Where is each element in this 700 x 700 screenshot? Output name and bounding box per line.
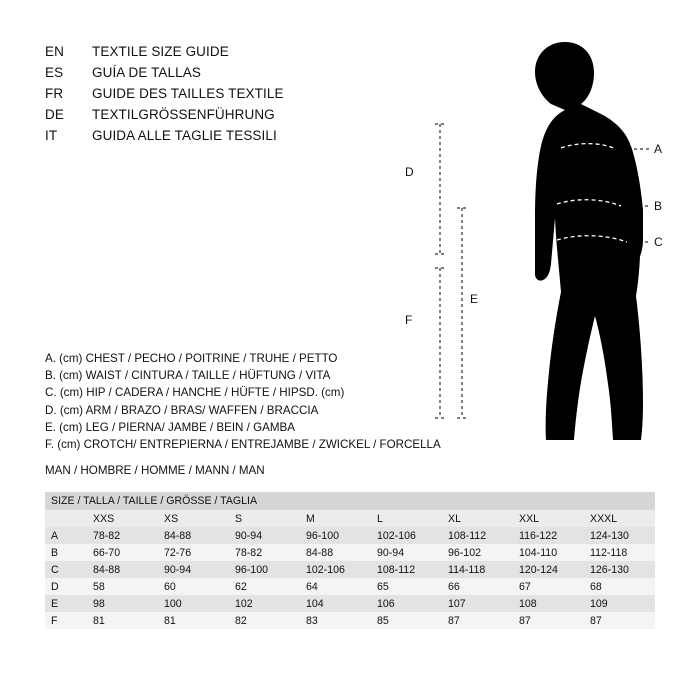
cell-f-xl: 87 <box>448 614 460 627</box>
cell-b-xxs: 66-70 <box>93 546 121 559</box>
table-row <box>45 612 655 629</box>
cell-e-l: 106 <box>377 597 395 610</box>
header-xxxl: XXXL <box>590 512 618 525</box>
cell-b-m: 84-88 <box>306 546 334 559</box>
cell-c-xxs: 84-88 <box>93 563 121 576</box>
title-lang-es: ES <box>45 65 64 80</box>
header-s: S <box>235 512 243 525</box>
title-lang-de: DE <box>45 107 64 122</box>
title-lang-en: EN <box>45 44 64 59</box>
dimension-label-e: E <box>470 292 479 306</box>
cell-c-l: 108-112 <box>377 563 416 576</box>
cell-a-xxxl: 124-130 <box>590 529 629 542</box>
cell-e-s: 102 <box>235 597 253 610</box>
table-row <box>45 544 655 561</box>
title-text-it: GUIDA ALLE TAGLIE TESSILI <box>92 128 277 143</box>
cell-b-xs: 72-76 <box>164 546 192 559</box>
cell-a-xl: 108-112 <box>448 529 487 542</box>
legend-item-d: D. (cm) ARM / BRAZO / BRAS/ WAFFEN / BRACCIA <box>45 403 319 417</box>
gender-note: MAN / HOMBRE / HOMME / MANN / MAN <box>45 464 265 477</box>
title-lang-it: IT <box>45 128 58 143</box>
cell-f-xxl: 87 <box>519 614 531 627</box>
legend-item-c: C. (cm) HIP / CADERA / HANCHE / HÜFTE / HIPSD. (cm) <box>45 386 345 400</box>
row-label-e: E <box>51 597 59 610</box>
dimension-label-f: F <box>405 313 413 327</box>
cell-b-s: 78-82 <box>235 546 263 559</box>
size-table-wrap <box>45 492 655 629</box>
header-xxl: XXL <box>519 512 540 525</box>
header-xs: XS <box>164 512 179 525</box>
title-lang-fr: FR <box>45 86 64 101</box>
table-row <box>45 561 655 578</box>
cell-e-xl: 107 <box>448 597 466 610</box>
dimension-label-d: D <box>405 165 414 179</box>
table-row <box>45 527 655 544</box>
title-text-en: TEXTILE SIZE GUIDE <box>92 44 229 59</box>
title-row <box>45 86 375 107</box>
cell-f-m: 83 <box>306 614 318 627</box>
cell-d-m: 64 <box>306 580 318 593</box>
cell-c-xl: 114-118 <box>448 563 486 576</box>
cell-a-xxl: 116-122 <box>519 529 558 542</box>
header-m: M <box>306 512 315 525</box>
cell-e-xxl: 108 <box>519 597 537 610</box>
header-corner <box>45 510 87 527</box>
title-row <box>45 107 375 128</box>
table-column-header-row <box>45 510 655 527</box>
cell-a-xxs: 78-82 <box>93 529 121 542</box>
callout-label-a: A <box>654 142 663 156</box>
size-table <box>45 492 655 629</box>
legend-block <box>45 350 475 453</box>
title-text-de: TEXTILGRÖSSENFÜHRUNG <box>92 107 275 122</box>
cell-c-m: 102-106 <box>306 563 345 576</box>
table-head-row <box>45 492 655 510</box>
row-label-b: B <box>51 546 59 559</box>
cell-a-xs: 84-88 <box>164 529 192 542</box>
table-row <box>45 578 655 595</box>
cell-d-xxxl: 68 <box>590 580 602 593</box>
cell-d-xs: 60 <box>164 580 176 593</box>
legend-item-b: B. (cm) WAIST / CINTURA / TAILLE / HÜFTUNG / VITA <box>45 369 331 383</box>
cell-c-xs: 90-94 <box>164 563 192 576</box>
cell-e-m: 104 <box>306 597 324 610</box>
cell-a-l: 102-106 <box>377 529 416 542</box>
title-block <box>45 44 375 149</box>
header-xl: XL <box>448 512 461 525</box>
dimension-d <box>435 124 445 254</box>
cell-f-xxs: 81 <box>93 614 105 627</box>
cell-e-xxs: 98 <box>93 597 105 610</box>
row-label-d: D <box>51 580 59 593</box>
cell-b-xxxl: 112-118 <box>590 546 628 559</box>
cell-b-l: 90-94 <box>377 546 405 559</box>
cell-b-xl: 96-102 <box>448 546 481 559</box>
title-text-es: GUÍA DE TALLAS <box>92 65 201 80</box>
header-l: L <box>377 512 383 525</box>
row-label-a: A <box>51 529 59 542</box>
cell-d-s: 62 <box>235 580 247 593</box>
table-head-title: SIZE / TALLA / TAILLE / GRÖSSE / TAGLIA <box>51 495 258 507</box>
legend-item-f: F. (cm) CROTCH/ ENTREPIERNA / ENTREJAMBE / ZWICKEL / FORCELLA <box>45 438 441 452</box>
cell-d-xl: 66 <box>448 580 460 593</box>
title-text-fr: GUIDE DES TAILLES TEXTILE <box>92 86 284 101</box>
cell-e-xs: 100 <box>164 597 182 610</box>
cell-e-xxxl: 109 <box>590 597 608 610</box>
title-row <box>45 44 375 65</box>
cell-f-l: 85 <box>377 614 389 627</box>
cell-f-s: 82 <box>235 614 247 627</box>
cell-f-xs: 81 <box>164 614 176 627</box>
cell-a-m: 96-100 <box>306 529 339 542</box>
row-label-c: C <box>51 563 59 576</box>
callout-label-b: B <box>654 199 663 213</box>
cell-c-xxxl: 126-130 <box>590 563 629 576</box>
cell-b-xxl: 104-110 <box>519 546 558 559</box>
cell-d-xxs: 58 <box>93 580 105 593</box>
cell-a-s: 90-94 <box>235 529 263 542</box>
row-label-f: F <box>51 614 58 627</box>
callout-label-c: C <box>654 235 663 249</box>
cell-d-xxl: 67 <box>519 580 531 593</box>
man-silhouette-icon <box>535 42 643 440</box>
title-row <box>45 65 375 86</box>
cell-f-xxxl: 87 <box>590 614 602 627</box>
cell-c-xxl: 120-124 <box>519 563 558 576</box>
legend-item-a: A. (cm) CHEST / PECHO / POITRINE / TRUHE / PETTO <box>45 352 338 365</box>
header-xxs: XXS <box>93 512 115 525</box>
title-row <box>45 128 375 149</box>
cell-c-s: 96-100 <box>235 563 268 576</box>
table-row <box>45 595 655 612</box>
legend-item-e: E. (cm) LEG / PIERNA/ JAMBE / BEIN / GAMBA <box>45 420 295 434</box>
cell-d-l: 65 <box>377 580 389 593</box>
